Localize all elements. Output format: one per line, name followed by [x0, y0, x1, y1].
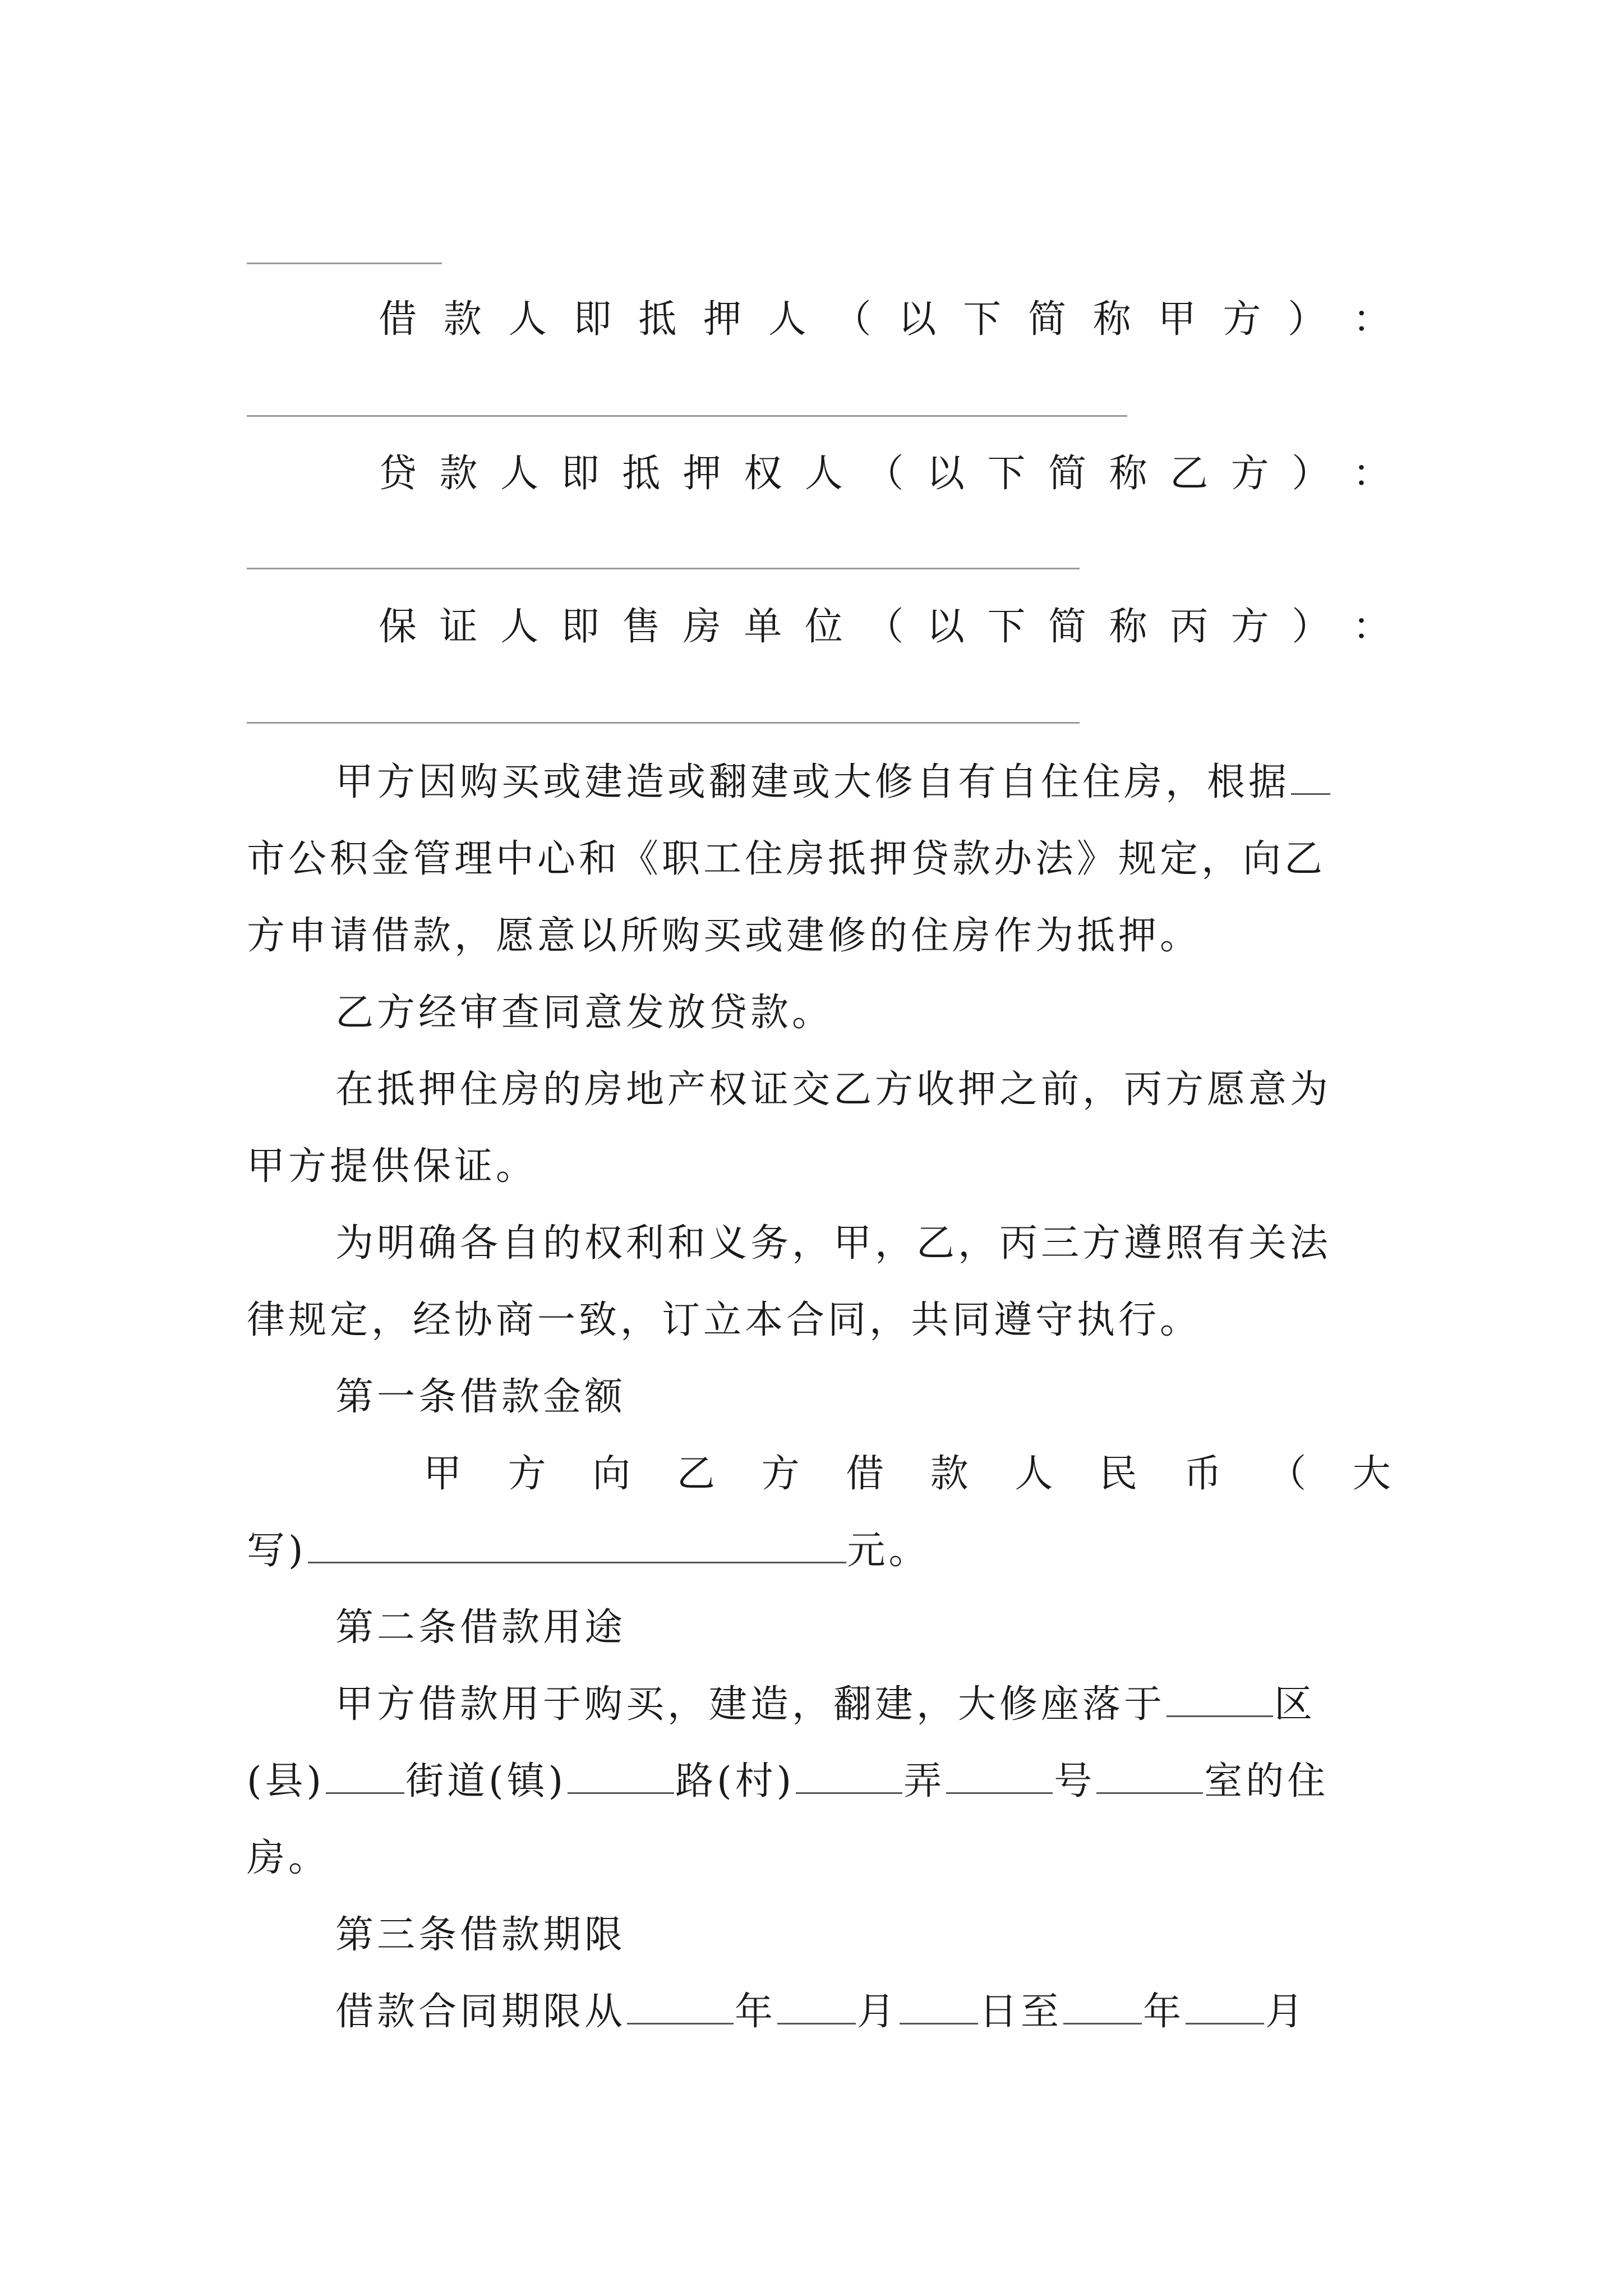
district-label: 区 — [1274, 1682, 1316, 1727]
start-month-blank — [777, 1990, 856, 2024]
lender-label-char: 简 — [1048, 452, 1087, 496]
amount-label-char: 款 — [930, 1452, 969, 1496]
lender-label-char: ） — [1292, 452, 1330, 496]
guarantor-label-char: 售 — [622, 605, 661, 649]
term-text: 借款合同期限从 — [335, 1990, 626, 2034]
borrower-label-char: 借 — [379, 297, 417, 342]
guarantor-label-char: 人 — [500, 605, 539, 649]
lender-label-char: 押 — [683, 452, 721, 496]
lender-label-char: 人 — [804, 452, 843, 496]
lender-label-char: 人 — [500, 452, 539, 496]
county-label: (县) — [247, 1759, 325, 1803]
borrower-label-char: （ — [833, 297, 872, 342]
room-label: 室的住 — [1204, 1759, 1329, 1803]
amount-label-char: 币 — [1183, 1452, 1222, 1496]
amount-label-char: 方 — [508, 1452, 546, 1496]
guarantor-label-char: 即 — [561, 605, 600, 649]
guarantor-label-char: 单 — [744, 605, 782, 649]
amount-label-char: 乙 — [676, 1452, 715, 1496]
article2-line2 — [247, 1754, 1391, 1810]
end-year-blank — [1063, 1990, 1142, 2024]
borrower-label-char: 款 — [443, 297, 482, 342]
guarantor-label-char: 保 — [379, 605, 417, 649]
preamble-p4-line2: 律规定，经协商一致，订立本合同，共同遵守执行。 — [247, 1298, 1202, 1342]
lender-label-char: 称 — [1109, 452, 1147, 496]
road-label: 路(村) — [675, 1759, 795, 1803]
number-blank — [946, 1760, 1053, 1794]
preamble-p3-line1: 在抵押住房的房地产权证交乙方收押之前，丙方愿意为 — [335, 1068, 1332, 1112]
lender-label-char: 款 — [439, 452, 478, 496]
lane-label: 弄 — [903, 1759, 946, 1803]
article3-heading: 第三条借款期限 — [335, 1913, 626, 1957]
lane-blank — [796, 1760, 902, 1794]
party-lender-label — [379, 446, 1391, 502]
guarantor-label-char: （ — [865, 605, 904, 649]
preamble-p1-text: 甲方因购买或建造或翻建或大修自有自住住房，根据 — [335, 760, 1290, 804]
party-borrower-label — [379, 292, 1391, 348]
party-borrower-blank — [247, 415, 1127, 417]
lender-label-char: 权 — [744, 452, 782, 496]
guarantor-label-char: 以 — [926, 605, 965, 649]
article1-amount-line2 — [247, 1523, 1391, 1579]
party-lender-blank — [247, 568, 1080, 569]
article1-heading: 第一条借款金额 — [335, 1375, 626, 1419]
city-blank — [1291, 761, 1330, 795]
borrower-label-char: 人 — [508, 297, 547, 342]
preamble-p1-line2: 市公积金管理中心和《职工住房抵押贷款办法》规定，向乙 — [247, 837, 1326, 881]
article3-term-line — [335, 1984, 1391, 2040]
amount-label-char: （ — [1268, 1452, 1307, 1496]
amount-blank — [308, 1529, 846, 1563]
borrower-label-char: 以 — [898, 297, 937, 342]
lender-label-char: 贷 — [379, 452, 417, 496]
guarantor-label-char: 称 — [1109, 605, 1147, 649]
borrower-label-char: 即 — [573, 297, 612, 342]
road-blank — [568, 1760, 674, 1794]
amount-label-char: 大 — [1352, 1452, 1391, 1496]
lender-label-char: 抵 — [622, 452, 661, 496]
lender-label-char: （ — [865, 452, 904, 496]
article2-line1 — [335, 1677, 1391, 1733]
guarantor-label-char: 丙 — [1170, 605, 1209, 649]
street-blank — [326, 1760, 404, 1794]
preamble-p4-line1: 为明确各自的权利和义务，甲，乙，丙三方遵照有关法 — [335, 1221, 1332, 1266]
article2-line3: 房。 — [247, 1836, 330, 1880]
guarantor-label-char: 房 — [683, 605, 721, 649]
guarantor-label-char: 证 — [439, 605, 478, 649]
start-year-label: 年 — [735, 1990, 777, 2034]
borrower-label-char: 下 — [963, 297, 1002, 342]
borrower-label-char: 甲 — [1158, 297, 1196, 342]
start-day-label: 日至 — [979, 1990, 1063, 2034]
guarantor-label-char: ： — [1352, 605, 1391, 649]
amount-label-char: 民 — [1099, 1452, 1138, 1496]
street-label: 街道(镇) — [405, 1759, 567, 1803]
amount-prefix: 写) — [247, 1529, 307, 1573]
borrower-label-char: ） — [1288, 297, 1326, 342]
start-month-label: 月 — [857, 1990, 899, 2034]
amount-label-char: 借 — [846, 1452, 884, 1496]
preamble-p3-line2: 甲方提供保证。 — [247, 1144, 538, 1189]
guarantor-label-char: 位 — [804, 605, 843, 649]
amount-label-char: 甲 — [423, 1452, 462, 1496]
guarantor-label-char: 下 — [987, 605, 1026, 649]
borrower-label-char: 抵 — [638, 297, 677, 342]
guarantor-label-char: 方 — [1230, 605, 1269, 649]
lender-label-char: 即 — [561, 452, 600, 496]
article1-amount-line1 — [423, 1446, 1391, 1502]
room-blank — [1096, 1760, 1203, 1794]
borrower-label-char: 人 — [768, 297, 806, 342]
borrower-label-char: 称 — [1092, 297, 1131, 342]
preamble-p1-line1 — [335, 754, 1391, 811]
amount-label-char: 人 — [1015, 1452, 1053, 1496]
amount-label-char: 向 — [592, 1452, 631, 1496]
article2-heading: 第二条借款用途 — [335, 1605, 626, 1650]
lender-label-char: 乙 — [1170, 452, 1209, 496]
borrower-label-char: 方 — [1223, 297, 1261, 342]
lender-label-char: 下 — [987, 452, 1026, 496]
borrower-label-char: ： — [1352, 297, 1391, 342]
guarantor-label-char: 简 — [1048, 605, 1087, 649]
party-guarantor-label — [379, 599, 1391, 655]
borrower-label-char: 简 — [1027, 297, 1066, 342]
start-day-blank — [900, 1990, 978, 2024]
usage-text: 甲方借款用于购买，建造，翻建，大修座落于 — [335, 1682, 1166, 1727]
end-month-label: 月 — [1265, 1990, 1307, 2034]
guarantor-label-char: ） — [1292, 605, 1330, 649]
amount-suffix: 元。 — [847, 1529, 930, 1573]
borrower-label-char: 押 — [703, 297, 741, 342]
preamble-p2: 乙方经审查同意发放贷款。 — [335, 991, 834, 1035]
end-year-label: 年 — [1143, 1990, 1185, 2034]
lender-label-char: 以 — [926, 452, 965, 496]
end-month-blank — [1186, 1990, 1264, 2024]
amount-label-char: 方 — [761, 1452, 800, 1496]
preamble-p1-line3: 方申请借款，愿意以所购买或建修的住房作为抵押。 — [247, 914, 1202, 958]
lender-label-char: 方 — [1230, 452, 1269, 496]
number-label: 号 — [1054, 1759, 1096, 1803]
party-guarantor-blank — [247, 722, 1080, 724]
lender-label-char: ： — [1352, 452, 1391, 496]
district-blank — [1166, 1683, 1273, 1717]
start-year-blank — [627, 1990, 734, 2024]
blank-line-top — [247, 263, 442, 264]
